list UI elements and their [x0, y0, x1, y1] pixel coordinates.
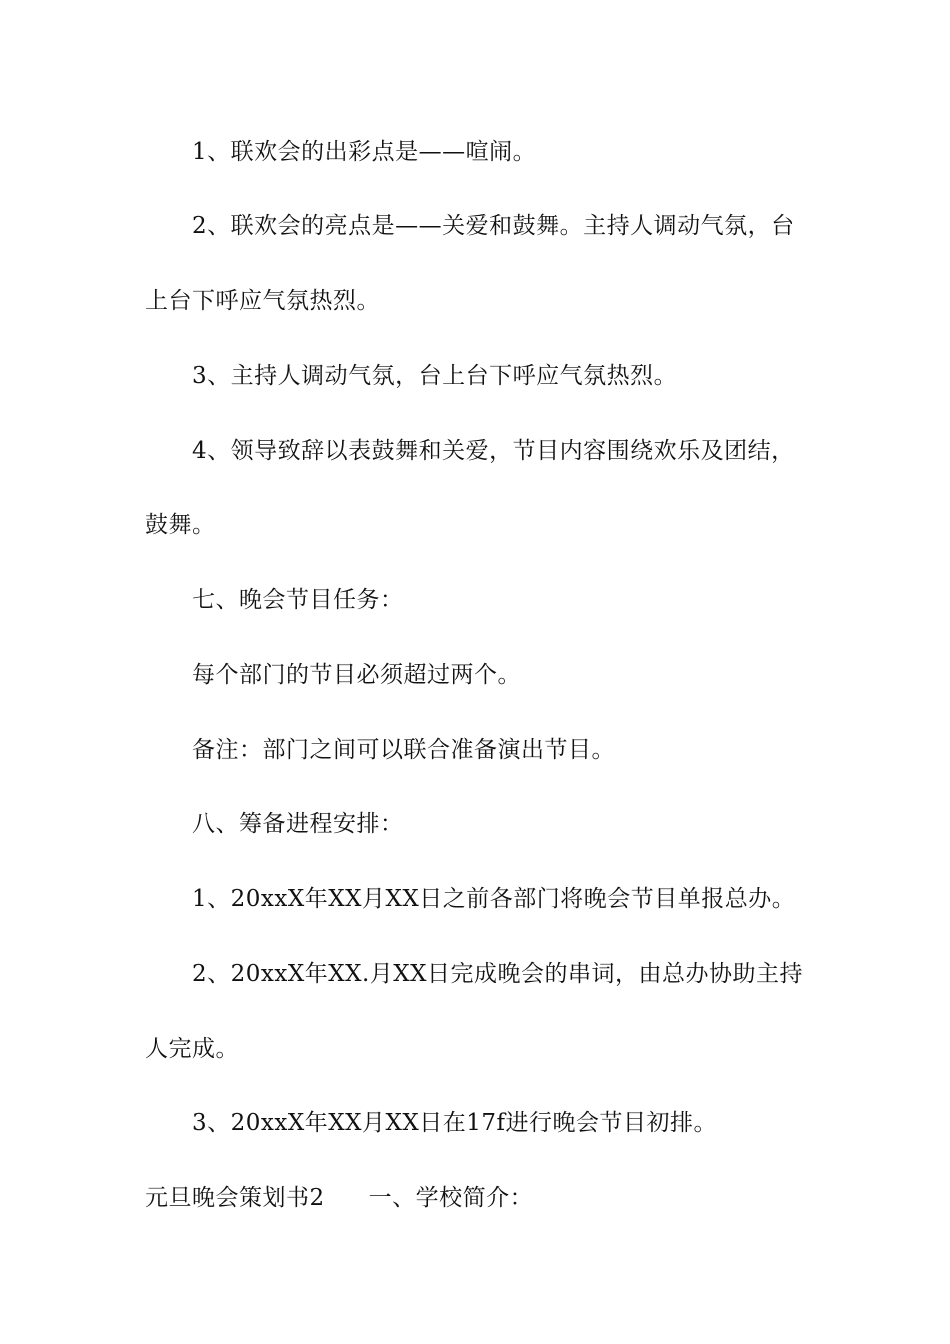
paragraph-line: 1、联欢会的出彩点是——喧闹。	[192, 139, 537, 165]
document-title: 元旦晚会策划书2	[145, 1185, 325, 1211]
paragraph-line: 人完成。	[145, 1036, 239, 1062]
section-heading: 八、筹备进程安排：	[192, 811, 404, 837]
section-heading: 七、晚会节目任务：	[192, 587, 404, 613]
paragraph-line: 2、20xxX年XX.月XX日完成晚会的串词，由总办协助主持	[192, 961, 804, 987]
paragraph-line: 鼓舞。	[145, 512, 216, 538]
paragraph-line: 3、主持人调动气氛，台上台下呼应气氛热烈。	[192, 363, 678, 389]
paragraph-line: 每个部门的节目必须超过两个。	[192, 662, 521, 688]
paragraph-line: 3、20xxX年XX月XX日在17f进行晚会节目初排。	[192, 1110, 717, 1136]
paragraph-line: 1、20xxX年XX月XX日之前各部门将晚会节目单报总办。	[192, 886, 796, 912]
footer-line	[145, 1183, 533, 1213]
section-heading: 一、学校简介：	[368, 1185, 534, 1211]
paragraph-line: 4、领导致辞以表鼓舞和关爱，节目内容围绕欢乐及团结，	[192, 438, 795, 464]
paragraph-line: 上台下呼应气氛热烈。	[145, 288, 380, 314]
note-line: 备注：部门之间可以联合准备演出节目。	[192, 737, 615, 763]
paragraph-line: 2、联欢会的亮点是——关爱和鼓舞。主持人调动气氛，台	[192, 213, 795, 239]
